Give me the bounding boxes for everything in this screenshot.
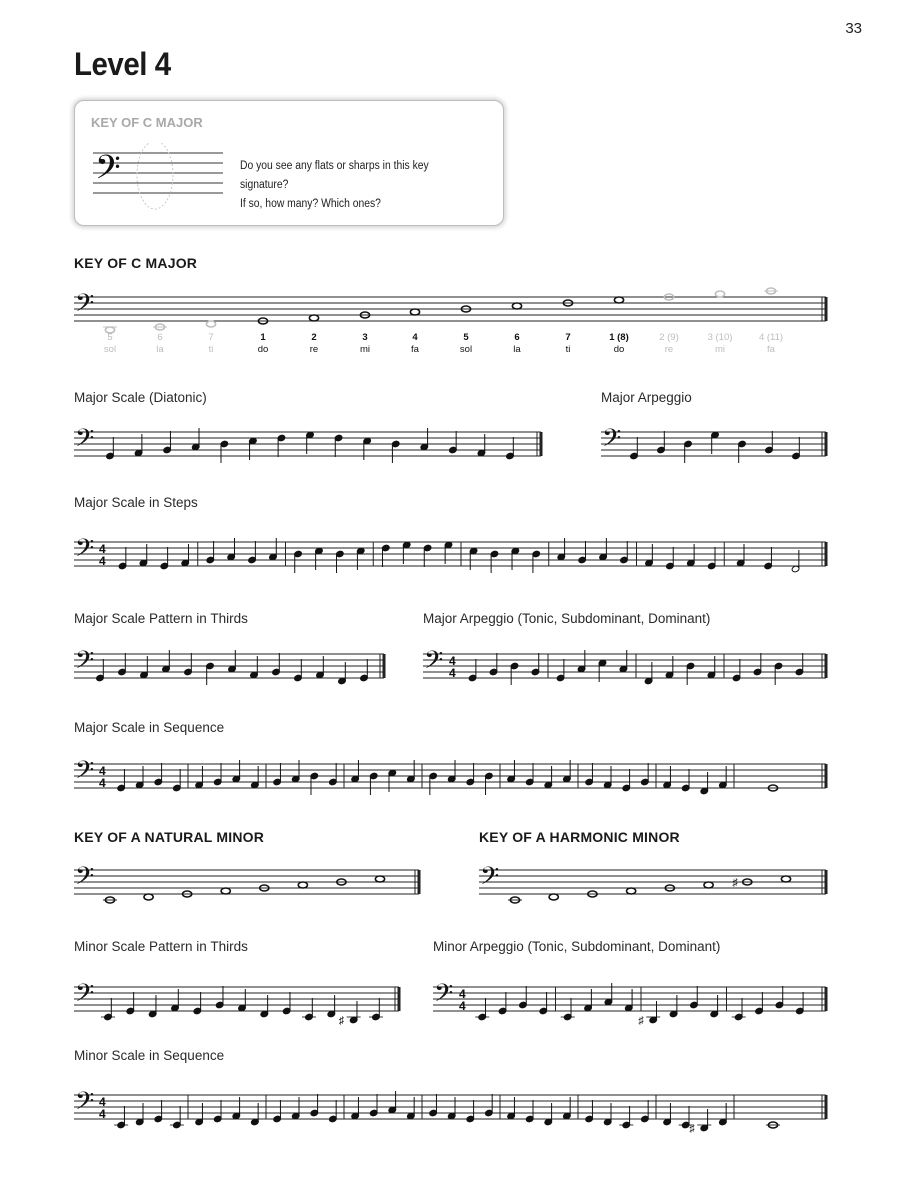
bass-clef-icon: 𝄢 <box>75 1088 95 1122</box>
bass-clef-icon: 𝄢 <box>75 425 95 459</box>
a-natural-minor-heading: KEY OF A NATURAL MINOR <box>74 829 265 845</box>
minor-scale-sequence-label: Minor Scale in Sequence <box>74 1048 225 1063</box>
final-barline-thick <box>383 654 386 678</box>
sharp-icon: ♯ <box>638 1015 644 1027</box>
key-box-question: Do you see any flats or sharps in this key signature? If so, how many? Which ones? <box>240 160 429 210</box>
bass-clef-icon: 𝄢 <box>434 980 454 1014</box>
whole-note <box>781 876 790 882</box>
bass-clef-icon: 𝄢 <box>75 757 95 791</box>
major-scale-thirds-label: Major Scale Pattern in Thirds <box>74 611 248 626</box>
whole-note <box>549 894 558 900</box>
solfege-syllable: mi <box>714 344 726 355</box>
sharp-icon: ♯ <box>338 1015 345 1027</box>
time-signature-bottom: 4 <box>99 776 106 790</box>
bass-clef-icon: 𝄢 <box>75 863 95 897</box>
faded-whole-note <box>206 321 215 327</box>
major-scale-diatonic-label: Major Scale (Diatonic) <box>74 390 207 405</box>
whole-note <box>298 882 307 888</box>
scale-degree: 4 (11) <box>758 332 784 343</box>
bass-clef-icon: 𝄢 <box>424 647 444 681</box>
minor-arpeggio-tsd-label: Minor Arpeggio (Tonic, Subdominant, Dominant) <box>433 939 721 954</box>
whole-note <box>375 876 384 882</box>
final-barline-thick <box>540 432 543 456</box>
scale-degree: 7 <box>208 332 214 343</box>
whole-note <box>410 309 419 315</box>
scale-degree: 2 (9) <box>659 332 679 343</box>
time-signature-bottom: 4 <box>459 999 466 1013</box>
solfege-syllable: do <box>257 344 269 355</box>
solfege-syllable: sol <box>103 344 117 355</box>
time-signature-bottom: 4 <box>99 1107 106 1121</box>
solfege-syllable: do <box>613 344 625 355</box>
bass-clef-icon: 𝄢 <box>75 535 95 569</box>
sharp-icon: ♯ <box>732 877 738 889</box>
major-scale-steps-label: Major Scale in Steps <box>74 495 198 510</box>
solfege-syllable: mi <box>359 344 371 355</box>
final-barline-thick <box>825 764 828 788</box>
scale-degree: 1 (8) <box>609 332 629 343</box>
solfege-syllable: fa <box>767 344 775 355</box>
final-barline-thick <box>825 654 828 678</box>
whole-note <box>144 894 153 900</box>
whole-note <box>704 882 713 888</box>
bass-clef-icon: 𝄢 <box>95 150 121 194</box>
time-signature-top: 4 <box>459 987 466 1001</box>
faded-whole-note <box>715 291 724 297</box>
bass-clef-icon: 𝄢 <box>75 290 95 324</box>
solfege-syllable: la <box>156 344 164 355</box>
scale-degree: 4 <box>412 332 418 343</box>
whole-note <box>309 315 318 321</box>
final-barline-thick <box>825 432 828 456</box>
time-signature-top: 4 <box>99 764 106 778</box>
time-signature-top: 4 <box>99 1095 106 1109</box>
solfege-syllable: ti <box>565 344 571 355</box>
scale-degree: 6 <box>157 332 163 343</box>
scale-degree: 7 <box>565 332 571 343</box>
a-harmonic-minor-heading: KEY OF A HARMONIC MINOR <box>479 829 680 845</box>
scale-degree: 1 <box>260 332 266 343</box>
solfege-syllable: re <box>664 344 674 355</box>
bass-clef-icon: 𝄢 <box>75 647 95 681</box>
time-signature-bottom: 4 <box>449 666 456 680</box>
scale-degree: 2 <box>311 332 317 343</box>
solfege-syllable: la <box>513 344 521 355</box>
whole-note <box>614 297 623 303</box>
solfege-syllable: sol <box>459 344 473 355</box>
solfege-syllable: fa <box>411 344 419 355</box>
scale-degree: 6 <box>514 332 520 343</box>
solfege-syllable: re <box>309 344 319 355</box>
bass-clef-icon: 𝄢 <box>480 863 500 897</box>
major-arpeggio-label: Major Arpeggio <box>601 390 692 405</box>
page-number: 33 <box>845 20 862 37</box>
whole-note <box>627 888 636 894</box>
final-barline-thick <box>825 870 828 894</box>
final-barline-thick <box>825 297 828 321</box>
solfege-syllable: ti <box>208 344 214 355</box>
time-signature-bottom: 4 <box>99 554 106 568</box>
final-barline-thick <box>825 1095 828 1119</box>
scale-degree: 3 (10) <box>707 332 733 343</box>
major-arpeggio-tsd-label: Major Arpeggio (Tonic, Subdominant, Dominant) <box>423 611 711 626</box>
c-major-heading: KEY OF C MAJOR <box>74 255 198 271</box>
bass-clef-icon: 𝄢 <box>75 980 95 1014</box>
key-box-title: KEY OF C MAJOR <box>91 115 203 130</box>
bass-clef-icon: 𝄢 <box>602 425 622 459</box>
whole-note <box>221 888 230 894</box>
final-barline-thick <box>418 870 421 894</box>
level-title: Level 4 <box>74 46 171 82</box>
time-signature-top: 4 <box>99 542 106 556</box>
minor-scale-thirds-label: Minor Scale Pattern in Thirds <box>74 939 248 954</box>
major-scale-sequence-label: Major Scale in Sequence <box>74 720 225 735</box>
whole-note <box>512 303 521 309</box>
final-barline-thick <box>398 987 401 1011</box>
sharp-icon: ♯ <box>689 1123 695 1135</box>
final-barline-thick <box>825 987 828 1011</box>
scale-degree: 3 <box>362 332 368 343</box>
scale-degree: 5 <box>463 332 469 343</box>
scale-degree: 5 <box>107 332 113 343</box>
final-barline-thick <box>825 542 828 566</box>
time-signature-top: 4 <box>449 654 456 668</box>
